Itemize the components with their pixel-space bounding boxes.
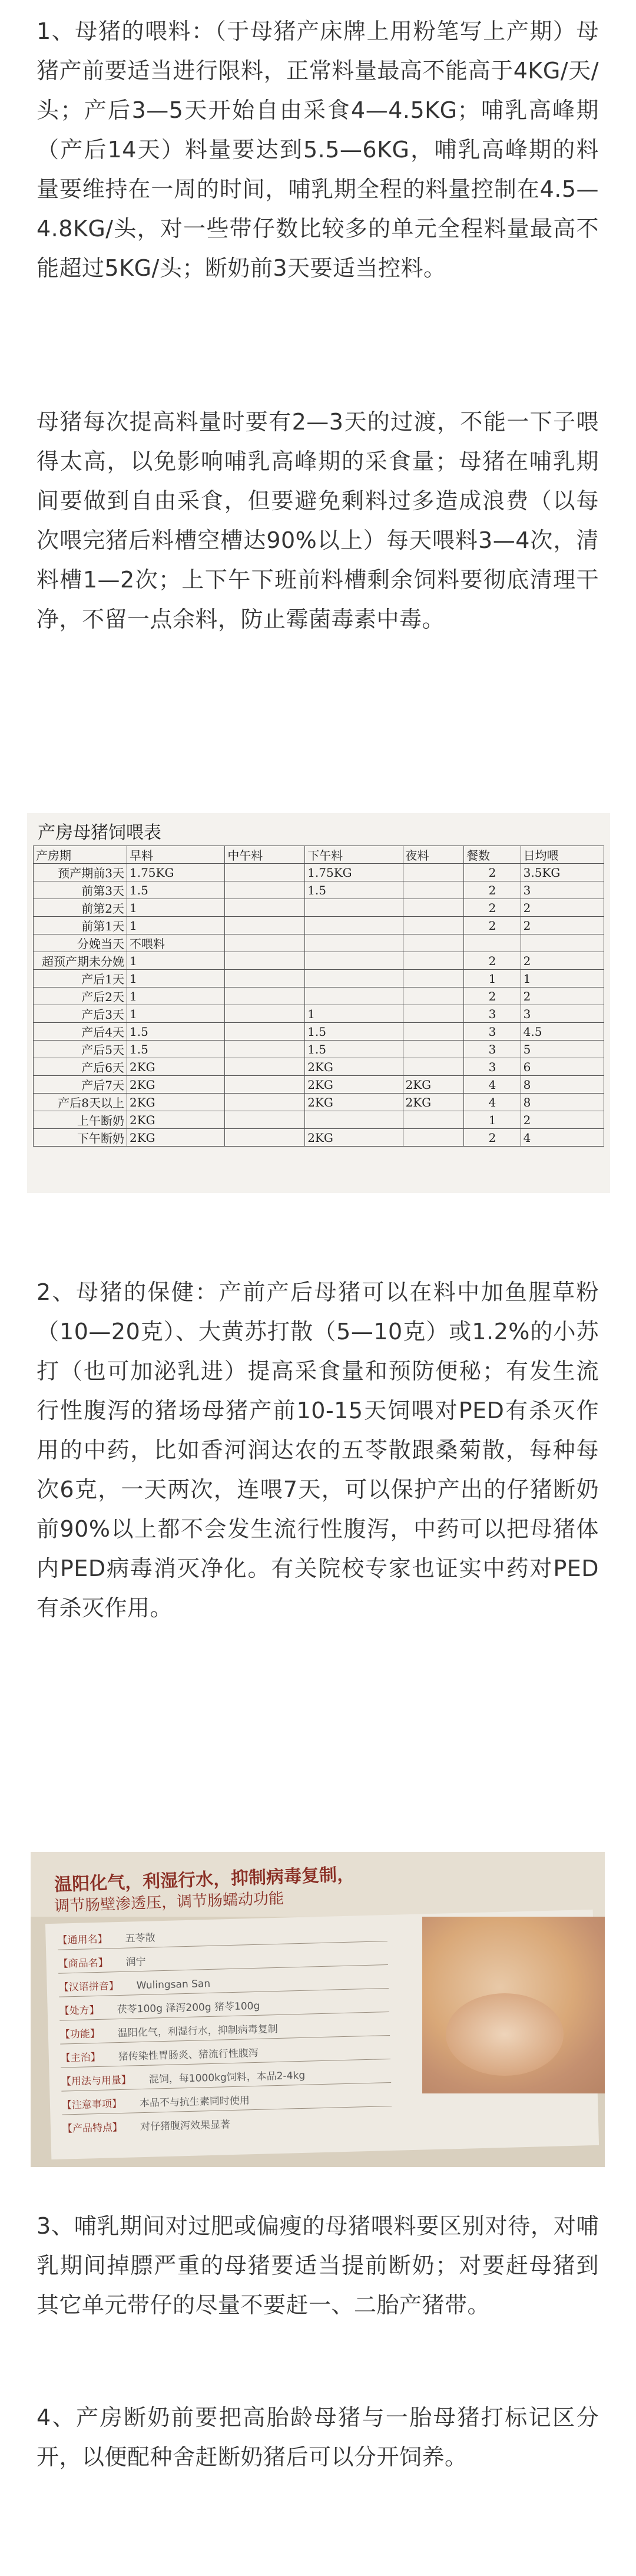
label-row — [61, 2067, 306, 2088]
feed-table-cell: 2KG — [305, 1094, 403, 1111]
feed-table-cell: 3 — [521, 881, 604, 899]
label-row — [62, 2092, 250, 2111]
feed-table-cell: 1.75KG — [127, 864, 225, 881]
feed-table-cell: 2 — [464, 1129, 521, 1147]
feed-table-cell: 1 — [127, 899, 225, 917]
feeding-transition-paragraph: 母猪每次提高料量时要有2—3天的过渡，不能一下子喂得太高，以免影响哺乳高峰期的采食量；母猪在哺乳期间要做到自由采食，但要避免剩料过多造成浪费（以每次喂完猪后料槽空槽达90%以上）每天喂料3—4次，清料槽1—2次；上下午下班前料槽剩余饲料要彻底清理干净，不留一点余料，防止霉菌毒素中毒。 — [37, 409, 599, 632]
feed-table-cell: 4.5 — [521, 1023, 604, 1041]
feed-table-cell: 2 — [521, 1111, 604, 1129]
label-row — [58, 1953, 146, 1970]
feed-table-cell — [403, 1005, 464, 1023]
feed-table-cell — [225, 1023, 305, 1041]
feed-table-header-row — [34, 846, 604, 864]
feed-table-cell: 2KG — [127, 1111, 225, 1129]
label-row — [59, 1997, 260, 2017]
feed-table-cell — [403, 1041, 464, 1058]
feed-table-cell: 分娩当天 — [34, 934, 127, 952]
feed-table-cell — [403, 988, 464, 1005]
health-care-paragraph: 2、母猪的保健：产前产后母猪可以在料中加鱼腥草粉（10—20克）、大黄苏打散（5—10克）或1.2%的小苏打（也可加泌乳进）提高采食量和预防便秘；有发生流行性腹泻的猪场母猪产前10-15天饲喂对PED有杀灭作用的中药，比如香河润达农的五苓散跟桑菊散，每种每次6克，一天两次，连喂7天，可以保护产出的仔猪断奶前90%以上都不会发生流行性腹泻，中药可以把母猪体内PED病毒消灭净化。有关院校专家也证实中药对PED有杀灭作用。 — [37, 1279, 599, 1621]
feed-table-cell: 1.5 — [305, 1023, 403, 1041]
feed-table-cell: 超预产期未分娩 — [34, 952, 127, 970]
feed-table-cell: 2KG — [305, 1076, 403, 1094]
label-header-line1: 温阳化气，利湿行水，抑制病毒复制， — [54, 1864, 355, 1895]
label-header — [31, 1852, 605, 1917]
feed-table-cell: 8 — [521, 1094, 604, 1111]
label-row-key: 【通用名】 — [57, 1933, 108, 1947]
label-row-value: 猪传染性胃肠炎、猪流行性腹泻 — [118, 2047, 259, 2063]
feed-table-cell: 1.5 — [127, 1023, 225, 1041]
feed-table-cell: 产后4天 — [34, 1023, 127, 1041]
feed-table-cell: 1.5 — [305, 881, 403, 899]
feed-table-row — [34, 881, 604, 899]
feed-table-cell — [403, 917, 464, 934]
feed-table-cell: 3 — [521, 1005, 604, 1023]
feed-table-cell: 1 — [464, 1111, 521, 1129]
feed-table-cell — [305, 899, 403, 917]
feed-table-row — [34, 1076, 604, 1094]
label-row-key: 【注意事项】 — [61, 2098, 122, 2112]
header-morning: 早料 — [127, 846, 225, 864]
feed-table-cell: 8 — [521, 1076, 604, 1094]
feed-table-cell: 2KG — [403, 1076, 464, 1094]
feed-table-cell — [403, 1129, 464, 1147]
feed-table-row — [34, 970, 604, 988]
feed-table-cell: 不喂料 — [127, 934, 225, 952]
label-row-value: 温阳化气，利湿行水，抑制病毒复制 — [117, 2023, 278, 2040]
header-noon: 中午料 — [225, 846, 305, 864]
feed-table-cell — [403, 881, 464, 899]
feed-table-cell: 6 — [521, 1058, 604, 1076]
feed-table-row — [34, 952, 604, 970]
feed-table-row — [34, 917, 604, 934]
feed-table-cell: 5 — [521, 1041, 604, 1058]
feed-table-cell — [225, 881, 305, 899]
feed-table-cell: 2KG — [127, 1076, 225, 1094]
feed-table-cell: 2 — [521, 988, 604, 1005]
feed-table-cell: 1.5 — [127, 881, 225, 899]
label-row — [62, 2116, 231, 2135]
feed-table-cell — [225, 1005, 305, 1023]
header-meals: 餐数 — [464, 846, 521, 864]
feed-table-row — [34, 988, 604, 1005]
feed-table-cell: 3 — [464, 1023, 521, 1041]
label-row — [61, 2045, 259, 2065]
feed-table-cell: 3 — [464, 1058, 521, 1076]
feed-table-title: 产房母猪饲喂表 — [38, 823, 161, 843]
feed-table-cell: 3.5KG — [521, 864, 604, 881]
feed-table-cell: 1 — [127, 952, 225, 970]
feed-table-cell: 1 — [127, 970, 225, 988]
feed-table-cell: 产后6天 — [34, 1058, 127, 1076]
label-row-value: 对仔猪腹泻效果显著 — [140, 2119, 231, 2134]
weaning-paragraph: 4、产房断奶前要把高胎龄母猪与一胎母猪打标记区分开，以便配种舍赶断奶猪后可以分开饲养。 — [37, 2405, 599, 2470]
feed-table-cell — [521, 934, 604, 952]
feeding-paragraph: 1、母猪的喂料：（于母猪产床牌上用粉笔写上产期）母猪产前要适当进行限料，正常料量最高不能高于4KG/天/头；产后3—5天开始自由采食4—4.5KG；哺乳高峰期（产后14天）料量要达到5.5—6KG，哺乳高峰期的料量要维持在一周的时间，哺乳期全程的料量控制在4.5—4.8KG/头，对一些带仔数比较多的单元全程料量最高不能超过5KG/头；断奶前3天要适当控料。 — [37, 18, 599, 281]
label-row — [59, 2020, 278, 2041]
header-afternoon: 下午料 — [305, 846, 403, 864]
feed-table-cell: 2 — [521, 917, 604, 934]
feed-table-cell: 产后1天 — [34, 970, 127, 988]
feed-table-cell — [225, 1041, 305, 1058]
feed-table-cell — [305, 1111, 403, 1129]
feed-table-cell: 2KG — [305, 1058, 403, 1076]
feed-table-cell: 产后7天 — [34, 1076, 127, 1094]
feed-table-cell: 4 — [464, 1094, 521, 1111]
feed-table-cell: 1 — [127, 1005, 225, 1023]
feed-table-cell — [225, 917, 305, 934]
feed-table-row — [34, 1041, 604, 1058]
feed-table-cell — [305, 917, 403, 934]
feed-table-cell — [225, 1094, 305, 1111]
label-row-value: 混饲，每1000kg饲料，本品2-4kg — [148, 2069, 306, 2086]
feed-table-cell: 前第1天 — [34, 917, 127, 934]
feed-table-cell — [403, 864, 464, 881]
feed-table-cell: 1 — [305, 1005, 403, 1023]
feed-table-cell — [225, 934, 305, 952]
feed-table-cell: 下午断奶 — [34, 1129, 127, 1147]
label-row-key: 【主治】 — [60, 2051, 101, 2065]
feed-table — [33, 846, 604, 1147]
feed-table-cell: 2KG — [403, 1094, 464, 1111]
feed-table-cell — [403, 952, 464, 970]
feed-table-cell — [225, 1129, 305, 1147]
feed-table-cell: 4 — [464, 1076, 521, 1094]
feed-table-row — [34, 1094, 604, 1111]
feed-table-cell: 1.5 — [305, 1041, 403, 1058]
feed-table-cell: 1 — [464, 970, 521, 988]
feed-table-cell: 2 — [521, 899, 604, 917]
feed-table-cell — [403, 899, 464, 917]
feed-table-cell: 产后2天 — [34, 988, 127, 1005]
feed-table-cell — [225, 970, 305, 988]
feed-table-cell: 3 — [464, 1005, 521, 1023]
label-row-value: 本品不与抗生素同时使用 — [139, 2095, 250, 2110]
feed-table-row — [34, 1111, 604, 1129]
feed-table-cell: 1 — [127, 988, 225, 1005]
feed-table-cell: 2KG — [127, 1058, 225, 1076]
feed-table-cell: 前第3天 — [34, 881, 127, 899]
feed-table-cell: 1.75KG — [305, 864, 403, 881]
feed-table-cell: 2KG — [305, 1129, 403, 1147]
feed-table-cell — [403, 934, 464, 952]
feed-table-cell: 1 — [521, 970, 604, 988]
feed-table-cell — [464, 934, 521, 952]
header-night: 夜料 — [403, 846, 464, 864]
feed-table-cell — [305, 970, 403, 988]
feed-table-cell: 2 — [464, 881, 521, 899]
feed-table-cell: 2KG — [127, 1094, 225, 1111]
label-row-key: 【功能】 — [59, 2027, 101, 2041]
feed-table-cell: 产后3天 — [34, 1005, 127, 1023]
feed-table-row — [34, 864, 604, 881]
feed-table-cell: 1.5 — [127, 1041, 225, 1058]
label-row-value: 茯苓100g 泽泻200g 猪苓100g — [117, 2000, 260, 2016]
feed-table-cell: 2 — [464, 899, 521, 917]
label-row-key: 【产品特点】 — [62, 2121, 123, 2135]
feed-table-cell: 4 — [521, 1129, 604, 1147]
header-stage: 产房期 — [34, 846, 127, 864]
feed-table-row — [34, 1129, 604, 1147]
feed-table-cell: 2 — [464, 988, 521, 1005]
feed-table-cell: 前第2天 — [34, 899, 127, 917]
feed-table-cell — [225, 864, 305, 881]
feed-table-cell: 产后5天 — [34, 1041, 127, 1058]
label-row-key: 【汉语拼音】 — [58, 1980, 119, 1994]
label-row-key: 【处方】 — [59, 2004, 100, 2017]
feed-table-cell — [225, 1111, 305, 1129]
label-row — [57, 1929, 155, 1946]
feed-table-cell: 1 — [127, 917, 225, 934]
header-daily: 日均喂 — [521, 846, 604, 864]
label-row-value: 五苓散 — [125, 1932, 155, 1945]
feed-table-cell: 产后8天以上 — [34, 1094, 127, 1111]
feed-table-row — [34, 1023, 604, 1041]
medicine-label-image — [31, 1852, 605, 2167]
label-row-key: 【商品名】 — [58, 1957, 108, 1970]
feed-table-cell: 2 — [464, 864, 521, 881]
feed-table-row — [34, 1058, 604, 1076]
feed-table-image — [27, 813, 610, 1193]
feed-table-cell — [225, 952, 305, 970]
feed-table-cell — [225, 988, 305, 1005]
feed-table-cell — [225, 1058, 305, 1076]
feed-table-cell: 2 — [521, 952, 604, 970]
feed-table-cell — [403, 1023, 464, 1041]
feed-table-cell: 2 — [464, 917, 521, 934]
feed-table-cell — [305, 988, 403, 1005]
label-row-value: Wulingsan San — [136, 1977, 211, 1992]
feed-table-cell: 上午断奶 — [34, 1111, 127, 1129]
lactation-paragraph: 3、哺乳期间对过肥或偏瘦的母猪喂料要区别对待，对哺乳期间掉膘严重的母猪要适当提前断奶；对要赶母猪到其它单元带仔的尽量不要赶一、二胎产猪带。 — [37, 2213, 599, 2318]
label-row-value: 润宁 — [125, 1956, 146, 1969]
feed-table-cell — [403, 1058, 464, 1076]
feed-table-cell: 3 — [464, 1041, 521, 1058]
feed-table-cell: 2 — [464, 952, 521, 970]
feed-table-cell — [305, 952, 403, 970]
feed-table-row — [34, 1005, 604, 1023]
feed-table-cell: 2KG — [127, 1129, 225, 1147]
feed-table-cell — [305, 934, 403, 952]
label-header-line2: 调节肠壁渗透压，调节肠蠕动功能 — [54, 1890, 284, 1916]
feed-table-cell — [403, 970, 464, 988]
feed-table-cell — [225, 899, 305, 917]
label-row — [58, 1975, 210, 1994]
feed-table-cell — [225, 1076, 305, 1094]
feed-table-row — [34, 899, 604, 917]
feed-table-row — [34, 934, 604, 952]
feed-table-cell — [403, 1111, 464, 1129]
piglet-photo-highlight — [446, 1993, 564, 2076]
label-row-key: 【用法与用量】 — [61, 2074, 132, 2088]
feed-table-cell: 预产期前3天 — [34, 864, 127, 881]
